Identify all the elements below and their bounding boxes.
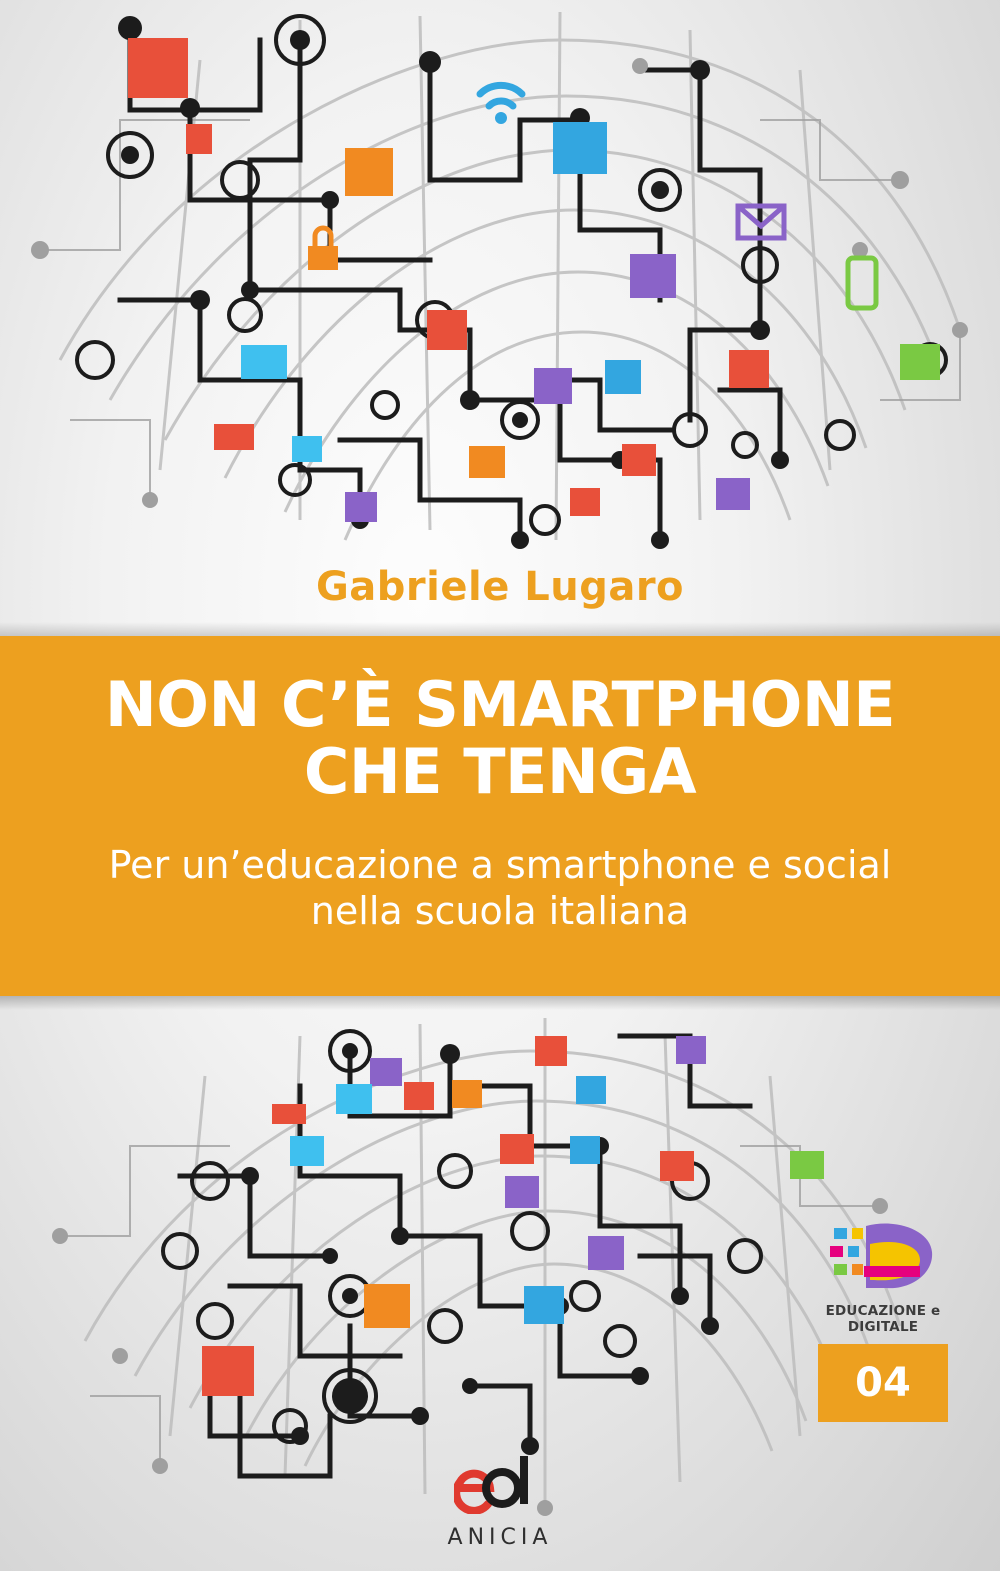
subtitle xyxy=(34,842,966,935)
series-name: EDUCAZIONE e DIGITALE xyxy=(825,1303,941,1335)
publisher-logo-icon xyxy=(454,1452,546,1514)
wifi-icon xyxy=(480,85,522,124)
subtitle-line-2: nella scuola italiana xyxy=(310,889,690,934)
subtitle-line-1: Per un’educazione a smartphone e social xyxy=(108,842,892,887)
title-band xyxy=(0,636,1000,996)
series-badge xyxy=(818,1222,948,1422)
smartphone-icon xyxy=(848,258,876,308)
author-name: Gabriele Lugaro xyxy=(315,564,685,610)
publisher-block xyxy=(0,1452,1000,1550)
title-line-1: NON C’È SMARTPHONE xyxy=(104,668,896,741)
page-title xyxy=(34,668,966,808)
lock-icon xyxy=(308,228,338,270)
series-logo-icon xyxy=(824,1222,942,1294)
network-artwork-top xyxy=(0,0,1000,636)
series-number: 04 xyxy=(818,1344,948,1422)
title-line-2: CHE TENGA xyxy=(303,734,697,808)
publisher-name: ANICIA xyxy=(447,1525,553,1550)
